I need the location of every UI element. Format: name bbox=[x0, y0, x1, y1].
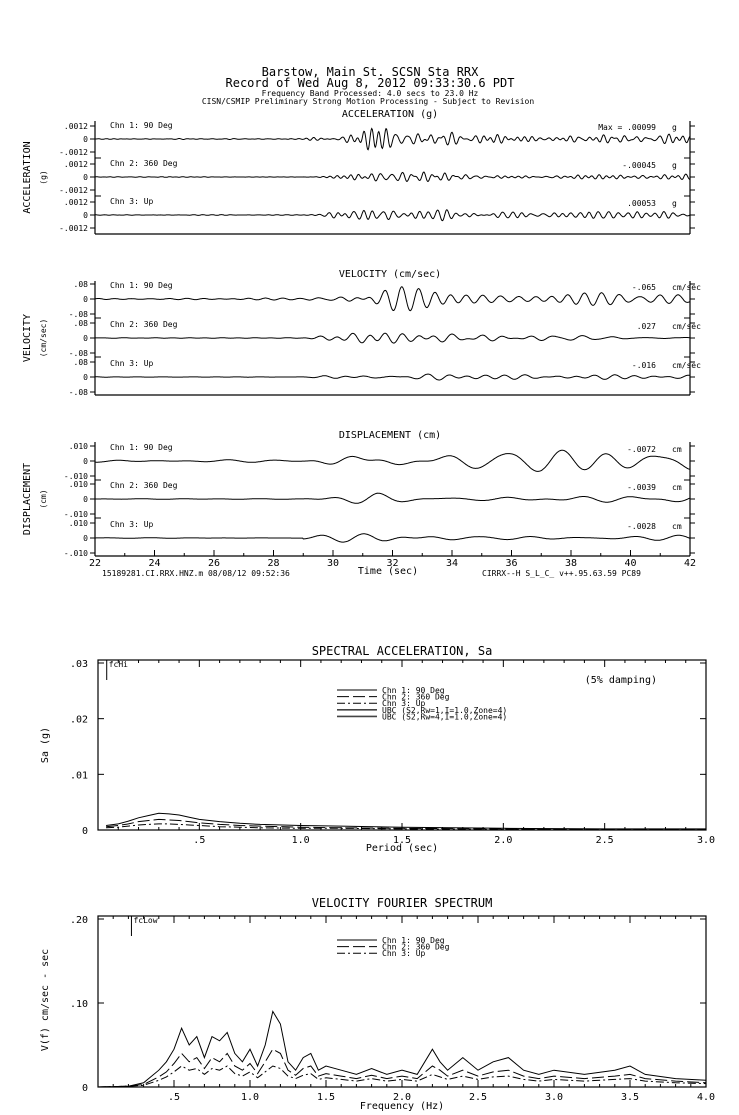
peak-value: -.00045 bbox=[622, 161, 656, 170]
legend-label: UBC (S2,Rw=1,I=1.0,Zone=4) bbox=[382, 705, 508, 715]
peak-unit: cm/sec bbox=[672, 283, 701, 292]
record-header bbox=[202, 65, 535, 106]
y-tick-label: .10 bbox=[69, 999, 88, 1010]
x-tick-label: 26 bbox=[207, 558, 221, 569]
x-tick-label: 2.5 bbox=[595, 835, 614, 846]
peak-unit: g bbox=[672, 199, 677, 208]
x-tick-label: 30 bbox=[326, 558, 340, 569]
legend-label: Chn 2: 360 Deg bbox=[382, 692, 450, 702]
peak-unit: g bbox=[672, 123, 677, 132]
x-tick-label: 38 bbox=[564, 558, 578, 569]
legend-label: UBC (S2,Rw=4,I=1.0,Zone=4) bbox=[382, 712, 508, 722]
y-tick-label: .0012 bbox=[63, 198, 88, 207]
y-tick-label: 0 bbox=[83, 295, 88, 304]
y-axis-label: DISPLACEMENT bbox=[22, 462, 33, 536]
x-tick-label: 36 bbox=[505, 558, 518, 569]
x-tick-label: 1.5 bbox=[392, 835, 412, 846]
waveform-trace bbox=[95, 534, 690, 542]
channel-label: Chn 3: Up bbox=[110, 520, 154, 529]
peak-value: -.0028 bbox=[627, 522, 656, 531]
x-tick-label: .5 bbox=[193, 835, 206, 846]
channel-label: Chn 3: Up bbox=[110, 197, 154, 206]
station-title: Barstow, Main St. SCSN Sta RRX bbox=[261, 65, 479, 79]
corner-frequency-label: fcHi bbox=[108, 660, 128, 669]
peak-unit: g bbox=[672, 161, 677, 170]
damping-note: (5% damping) bbox=[584, 675, 657, 686]
y-tick-label: 0 bbox=[83, 211, 88, 220]
x-tick-label: 24 bbox=[148, 558, 161, 569]
x-tick-label: 28 bbox=[267, 558, 280, 569]
y-tick-label: 0 bbox=[83, 334, 88, 343]
y-axis-label: V(f) cm/sec - sec bbox=[40, 948, 51, 1052]
peak-unit: cm/sec bbox=[672, 361, 701, 370]
x-tick-label: 1.0 bbox=[240, 1092, 260, 1103]
panel-title: VELOCITY (cm/sec) bbox=[338, 269, 442, 280]
y-axis-label: Sa (g) bbox=[40, 726, 51, 764]
peak-value: Max = .00099 bbox=[598, 123, 656, 132]
x-tick-label: 1.5 bbox=[316, 1092, 336, 1103]
processing-note: CISN/CSMIP Preliminary Strong Motion Processing - Subject to Revision bbox=[201, 97, 535, 106]
legend-label: Chn 1: 90 Deg bbox=[382, 936, 445, 945]
waveform-trace bbox=[95, 450, 690, 471]
time-footer bbox=[102, 566, 641, 578]
y-tick-label: .20 bbox=[69, 915, 88, 926]
legend-label: Chn 1: 90 Deg bbox=[382, 686, 445, 695]
waveform-trace bbox=[95, 333, 690, 343]
channel-label: Chn 2: 360 Deg bbox=[110, 481, 178, 490]
y-tick-label: 0 bbox=[83, 173, 88, 182]
peak-value: .027 bbox=[636, 322, 656, 331]
peak-value: -.065 bbox=[631, 283, 656, 292]
y-tick-label: 0 bbox=[83, 534, 88, 543]
y-tick-label: -.0012 bbox=[59, 186, 88, 195]
y-tick-label: .02 bbox=[69, 714, 88, 726]
y-tick-label: -.08 bbox=[68, 388, 88, 397]
peak-unit: cm/sec bbox=[672, 322, 701, 331]
y-tick-label: 0 bbox=[83, 495, 88, 504]
channel-label: Chn 2: 360 Deg bbox=[110, 159, 178, 168]
peak-value: -.016 bbox=[631, 361, 656, 370]
x-tick-label: 42 bbox=[683, 558, 697, 569]
y-tick-label: 0 bbox=[81, 826, 88, 837]
x-tick-label: 4.0 bbox=[696, 1092, 716, 1103]
legend-label: Chn 3: Up bbox=[382, 949, 426, 959]
peak-unit: cm bbox=[672, 445, 682, 454]
record-time: Record of Wed Aug 8, 2012 09:33:30.6 PDT bbox=[225, 76, 515, 90]
x-tick-label: 1.0 bbox=[291, 835, 310, 846]
corner-frequency-label: fcLow bbox=[133, 916, 158, 925]
y-tick-label: .08 bbox=[73, 319, 88, 328]
spectrum-series-line bbox=[106, 819, 706, 829]
peak-value: -.0039 bbox=[627, 483, 656, 492]
x-tick-label: 2.0 bbox=[392, 1092, 412, 1103]
channel-label: Chn 2: 360 Deg bbox=[110, 320, 178, 329]
channel-label: Chn 1: 90 Deg bbox=[110, 443, 173, 452]
y-tick-label: 0 bbox=[83, 135, 88, 144]
spectrum-series-line bbox=[106, 813, 706, 829]
y-tick-label: .010 bbox=[68, 442, 88, 451]
peak-unit: cm bbox=[672, 522, 682, 531]
waveform-trace bbox=[95, 172, 690, 181]
y-tick-label: .010 bbox=[68, 480, 88, 489]
y-axis-label: VELOCITY bbox=[22, 313, 33, 363]
peak-value: .00053 bbox=[627, 199, 656, 208]
y-axis-unit: (g) bbox=[39, 170, 48, 185]
waveform-trace bbox=[95, 210, 690, 221]
channel-label: Chn 1: 90 Deg bbox=[110, 281, 173, 290]
frequency-band: Frequency Band Processed: 4.0 secs to 23.0 Hz bbox=[261, 89, 479, 98]
y-tick-label: .03 bbox=[69, 659, 88, 670]
panel-title: DISPLACEMENT (cm) bbox=[338, 430, 442, 441]
x-tick-label: 40 bbox=[624, 558, 637, 569]
x-axis-label: Frequency (Hz) bbox=[359, 1101, 445, 1112]
y-tick-label: -.08 bbox=[68, 310, 88, 319]
waveform-trace bbox=[95, 493, 690, 503]
y-axis-label: ACCELERATION bbox=[22, 141, 33, 214]
footer-file-id: 15189281.CI.RRX.HNZ.m 08/08/12 09:52:36 bbox=[102, 569, 290, 578]
y-tick-label: -.010 bbox=[63, 472, 88, 481]
y-tick-label: .010 bbox=[68, 519, 88, 528]
y-tick-label: -.08 bbox=[68, 349, 88, 358]
y-tick-label: 0 bbox=[81, 1083, 88, 1094]
y-tick-label: 0 bbox=[83, 457, 88, 466]
y-tick-label: .08 bbox=[73, 280, 88, 289]
legend-label: Chn 3: Up bbox=[382, 699, 426, 709]
y-tick-label: .01 bbox=[69, 770, 88, 782]
x-tick-label: .5 bbox=[167, 1092, 181, 1103]
y-tick-label: 0 bbox=[83, 373, 88, 382]
x-axis-label: Period (sec) bbox=[365, 843, 439, 854]
x-tick-label: 2.5 bbox=[468, 1092, 488, 1103]
channel-label: Chn 1: 90 Deg bbox=[110, 121, 173, 130]
y-tick-label: .0012 bbox=[63, 160, 88, 169]
y-tick-label: .08 bbox=[73, 358, 88, 367]
footer-processing-id: CIRRX--H S_L_C_ v++.95.63.59 PC89 bbox=[482, 569, 641, 578]
time-axis-label: Time (sec) bbox=[357, 566, 419, 577]
panel-title: ACCELERATION (g) bbox=[341, 109, 439, 120]
x-tick-label: 3.0 bbox=[696, 835, 716, 846]
waveform-trace bbox=[95, 374, 690, 380]
y-tick-label: -.0012 bbox=[59, 148, 88, 157]
y-tick-label: .0012 bbox=[63, 122, 88, 131]
y-axis-unit: (cm) bbox=[39, 489, 48, 509]
legend-label: Chn 2: 360 Deg bbox=[382, 942, 450, 952]
chart-title: VELOCITY FOURIER SPECTRUM bbox=[311, 896, 493, 910]
y-tick-label: -.0012 bbox=[59, 224, 88, 233]
x-tick-label: 3.5 bbox=[620, 1092, 640, 1103]
x-tick-label: 22 bbox=[88, 558, 102, 569]
x-tick-label: 32 bbox=[386, 558, 399, 569]
y-tick-label: -.010 bbox=[63, 510, 88, 519]
x-tick-label: 2.0 bbox=[494, 835, 513, 846]
peak-unit: cm bbox=[672, 483, 682, 492]
channel-label: Chn 3: Up bbox=[110, 359, 154, 368]
x-tick-label: 3.0 bbox=[544, 1092, 564, 1103]
peak-value: -.0072 bbox=[627, 445, 656, 454]
x-tick-label: 34 bbox=[445, 558, 459, 569]
y-tick-label: -.010 bbox=[63, 549, 88, 558]
waveform-trace bbox=[95, 287, 690, 311]
y-axis-unit: (cm/sec) bbox=[39, 318, 48, 358]
chart-title: SPECTRAL ACCELERATION, Sa bbox=[311, 644, 493, 658]
